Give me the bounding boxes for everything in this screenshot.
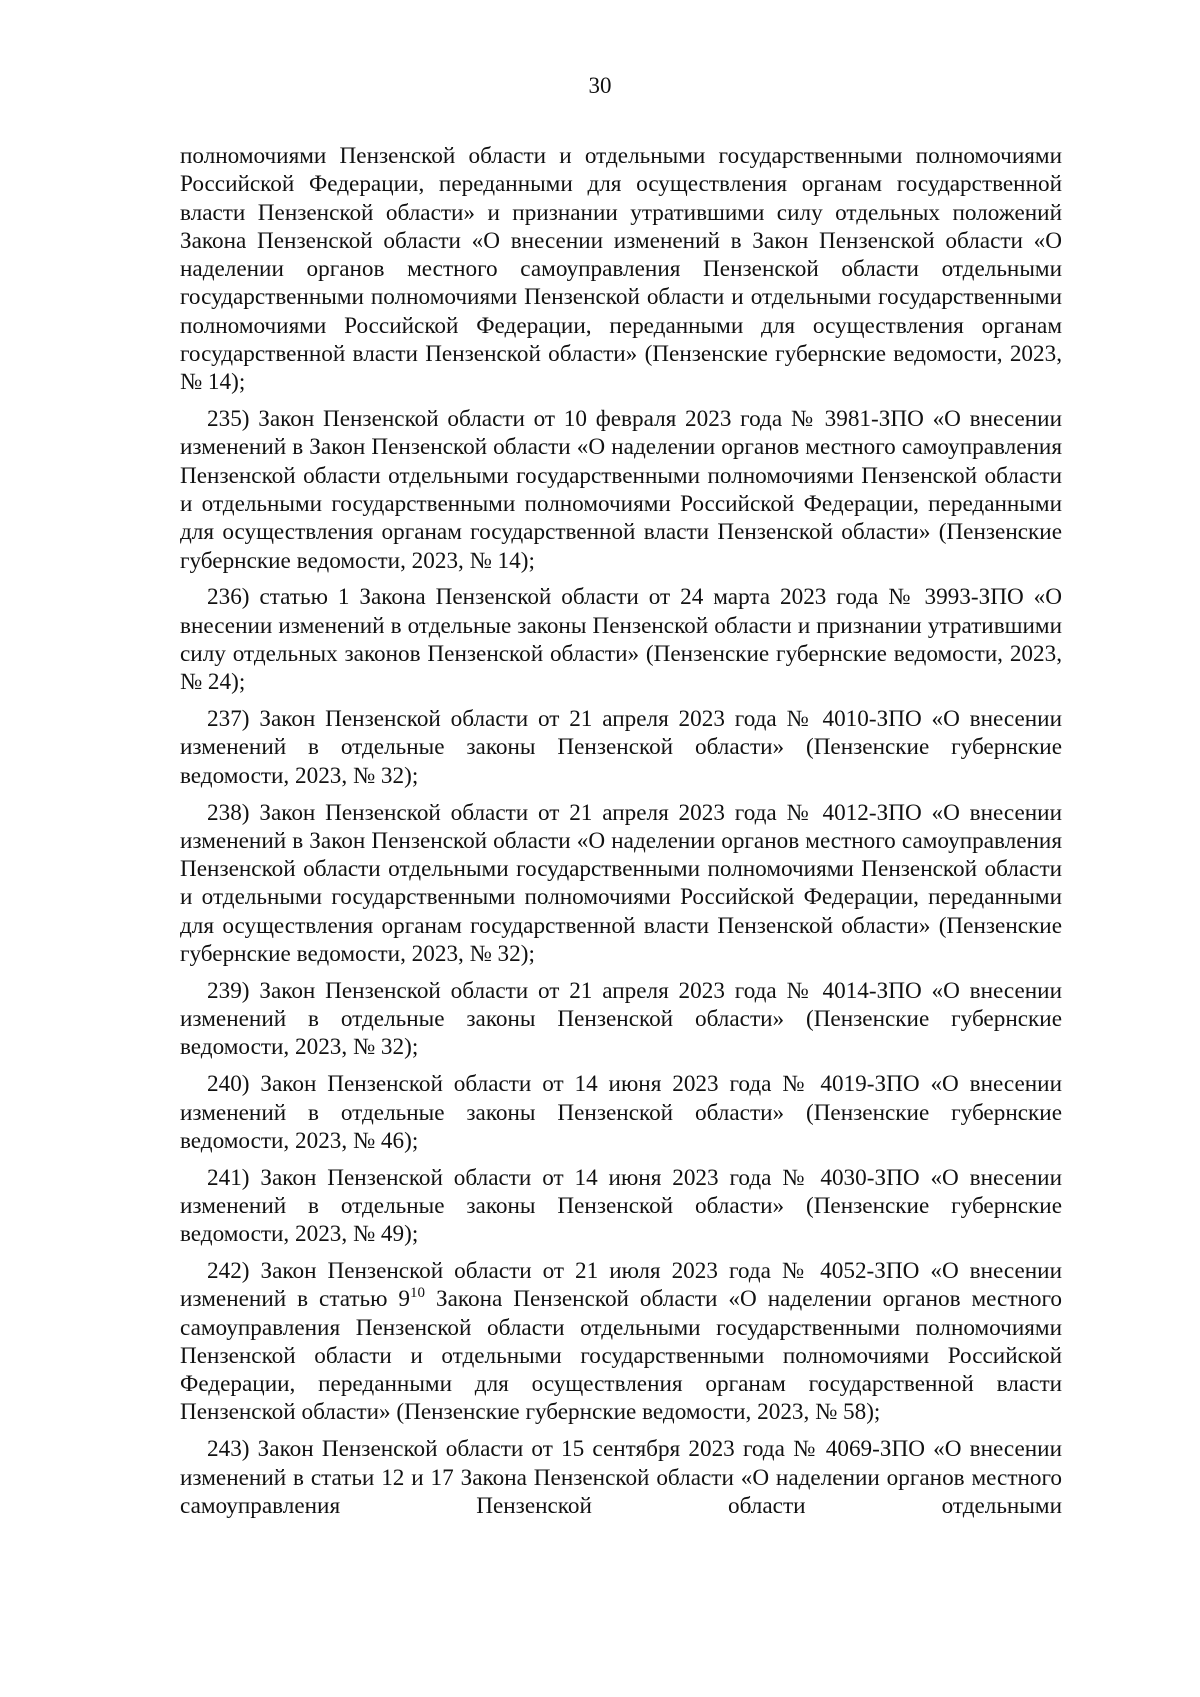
- list-item-237: 237) Закон Пензенской области от 21 апреля 2023 года № 4010-ЗПО «О внесении изменений в отдельные законы Пензенской области» (Пензенские губернские ведомости, 2023, № 32);: [180, 706, 1062, 789]
- document-body: [180, 142, 1062, 1520]
- list-item-236: 236) статью 1 Закона Пензенской области от 24 марта 2023 года № 3993-ЗПО «О внесении изменений в отдельные законы Пензенской области и признании утратившими силу отдельных законов Пензенской области» (Пензенские губернские ведомости, 2023, № 24);: [180, 584, 1062, 696]
- page-number: 30: [588, 73, 612, 98]
- list-item-242-text-end: Закона Пензенской области «О наделении органов местного самоуправления Пензенской области отдельными государственными полномочиями Пензенской области и отдельными государственными полномочиями Российской Федерации, переданными для осуществления органам государственной власти Пензенской области» (Пензенские губернские ведомости, 2023, № 58);: [180, 1286, 1062, 1426]
- list-item-241: 241) Закон Пензенской области от 14 июня 2023 года № 4030-ЗПО «О внесении изменений в отдельные законы Пензенской области» (Пензенские губернские ведомости, 2023, № 49);: [180, 1164, 1062, 1248]
- superscript-article-index: 10: [410, 1285, 426, 1302]
- list-item-235: 235) Закон Пензенской области от 10 февраля 2023 года № 3981-ЗПО «О внесении изменений в Закон Пензенской области «О наделении органов местного самоуправления Пензенской области отдельными государственными полномочиями Пензенской области и отдельными государственными полномочиями Российской Федерации, переданными для осуществления органам государственной власти Пензенской области» (Пензенские губернские ведомости, 2023, № 14);: [180, 406, 1062, 574]
- list-item-242-text-start: 242) Закон Пензенской области от 21 июля 2023 года № 4052-ЗПО «О внесении изменений в статью 9: [180, 1257, 1062, 1313]
- list-item-243: 243) Закон Пензенской области от 15 сентября 2023 года № 4069-ЗПО «О внесении изменений в статьи 12 и 17 Закона Пензенской области «О наделении органов местного самоуправления Пензенской области отдельными: [180, 1436, 1062, 1519]
- list-item-242: [180, 1257, 1062, 1427]
- list-item-240: 240) Закон Пензенской области от 14 июня 2023 года № 4019-ЗПО «О внесении изменений в отдельные законы Пензенской области» (Пензенские губернские ведомости, 2023, № 46);: [180, 1071, 1062, 1154]
- list-item-239: 239) Закон Пензенской области от 21 апреля 2023 года № 4014-ЗПО «О внесении изменений в отдельные законы Пензенской области» (Пензенские губернские ведомости, 2023, № 32);: [180, 977, 1062, 1061]
- list-item-238: 238) Закон Пензенской области от 21 апреля 2023 года № 4012-ЗПО «О внесении изменений в Закон Пензенской области «О наделении органов местного самоуправления Пензенской области отдельными государственными полномочиями Пензенской области и отдельными государственными полномочиями Российской Федерации, переданными для осуществления органам государственной власти Пензенской области» (Пензенские губернские ведомости, 2023, № 32);: [180, 799, 1062, 968]
- paragraph-continuation: полномочиями Пензенской области и отдельными государственными полномочиями Российской Федерации, переданными для осуществления органам государственной власти Пензенской области» и признании утратившими силу отдельных положений Закона Пензенской области «О внесении изменений в Закон Пензенской области «О наделении органов местного самоуправления Пензенской области отдельными государственными полномочиями Пензенской области и отдельными государственными полномочиями Российской Федерации, переданными для осуществления органам государственной власти Пензенской области» (Пензенские губернские ведомости, 2023, № 14);: [180, 143, 1062, 396]
